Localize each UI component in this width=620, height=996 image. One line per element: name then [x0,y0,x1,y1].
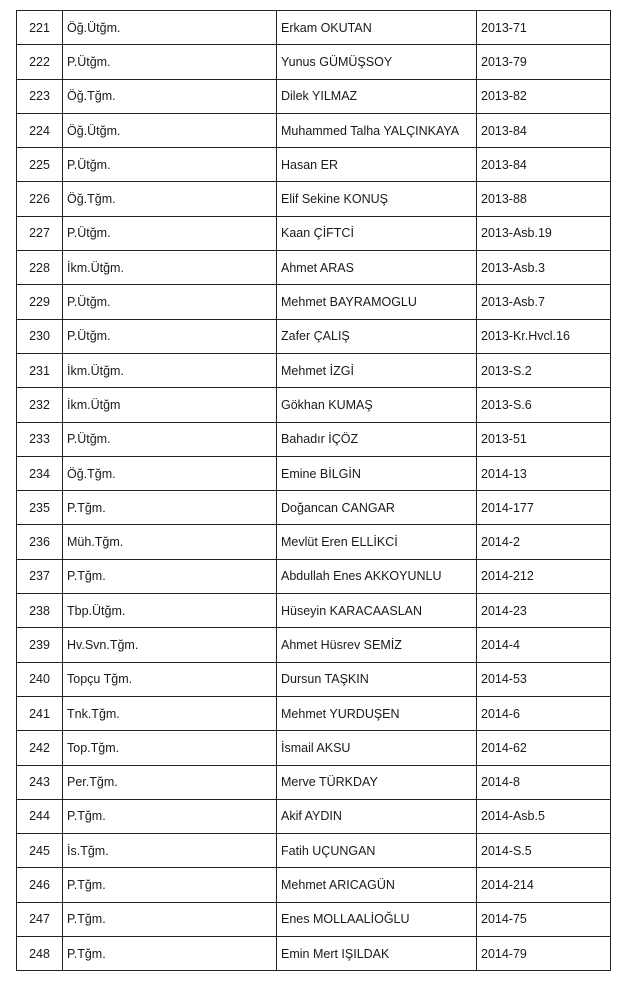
row-name: Merve TÜRKDAY [277,765,477,799]
table-row [17,868,611,902]
table-row [17,113,611,147]
row-code: 2014-S.5 [477,834,611,868]
table-row [17,491,611,525]
row-code: 2013-88 [477,182,611,216]
table-row [17,79,611,113]
row-name: Elif Sekine KONUŞ [277,182,477,216]
roster-table [16,10,611,971]
table-row [17,525,611,559]
row-name: Mehmet ARICAGÜN [277,868,477,902]
row-number: 235 [17,491,63,525]
table-row [17,731,611,765]
row-code: 2013-84 [477,113,611,147]
table-row [17,696,611,730]
row-code: 2014-212 [477,559,611,593]
row-code: 2013-Asb.7 [477,285,611,319]
row-number: 240 [17,662,63,696]
row-code: 2013-Kr.Hvcl.16 [477,319,611,353]
row-code: 2014-214 [477,868,611,902]
row-code: 2014-23 [477,594,611,628]
row-code: 2014-13 [477,456,611,490]
row-code: 2014-53 [477,662,611,696]
row-name: Ahmet Hüsrev SEMİZ [277,628,477,662]
row-name: Mehmet İZGİ [277,353,477,387]
row-number: 225 [17,148,63,182]
row-number: 222 [17,45,63,79]
row-number: 221 [17,11,63,45]
row-number: 224 [17,113,63,147]
table-row [17,45,611,79]
row-rank: Öğ.Ütğm. [63,11,277,45]
row-code: 2014-2 [477,525,611,559]
table-row [17,456,611,490]
row-name: Dursun TAŞKIN [277,662,477,696]
row-number: 244 [17,799,63,833]
row-name: Emine BİLGİN [277,456,477,490]
row-name: Dilek YILMAZ [277,79,477,113]
row-rank: İkm.Ütğm [63,388,277,422]
row-rank: P.Ütğm. [63,422,277,456]
row-rank: P.Tğm. [63,868,277,902]
row-number: 248 [17,937,63,971]
row-rank: İs.Tğm. [63,834,277,868]
table-row [17,628,611,662]
row-number: 226 [17,182,63,216]
row-number: 232 [17,388,63,422]
row-name: Hasan ER [277,148,477,182]
row-name: İsmail AKSU [277,731,477,765]
row-rank: P.Ütğm. [63,148,277,182]
row-name: Ahmet ARAS [277,251,477,285]
row-number: 223 [17,79,63,113]
table-row [17,182,611,216]
table-row [17,148,611,182]
row-code: 2014-62 [477,731,611,765]
table-row [17,765,611,799]
row-name: Yunus GÜMÜŞSOY [277,45,477,79]
row-name: Emin Mert IŞILDAK [277,937,477,971]
row-rank: P.Ütğm. [63,216,277,250]
row-code: 2013-79 [477,45,611,79]
row-number: 246 [17,868,63,902]
row-rank: Öğ.Tğm. [63,79,277,113]
row-number: 243 [17,765,63,799]
row-rank: Per.Tğm. [63,765,277,799]
row-code: 2013-Asb.19 [477,216,611,250]
table-row [17,11,611,45]
table-row [17,902,611,936]
row-code: 2014-8 [477,765,611,799]
row-name: Enes MOLLAALİOĞLU [277,902,477,936]
row-code: 2014-177 [477,491,611,525]
row-number: 242 [17,731,63,765]
row-name: Fatih UÇUNGAN [277,834,477,868]
row-rank: Öğ.Ütğm. [63,113,277,147]
row-number: 234 [17,456,63,490]
row-rank: P.Tğm. [63,937,277,971]
row-name: Mehmet BAYRAMOGLU [277,285,477,319]
row-code: 2013-S.6 [477,388,611,422]
row-number: 233 [17,422,63,456]
table-row [17,559,611,593]
row-name: Erkam OKUTAN [277,11,477,45]
table-row [17,834,611,868]
row-number: 229 [17,285,63,319]
row-rank: P.Ütğm. [63,45,277,79]
table-row [17,285,611,319]
row-code: 2013-82 [477,79,611,113]
row-name: Kaan ÇİFTCİ [277,216,477,250]
row-number: 231 [17,353,63,387]
row-name: Bahadır İÇÖZ [277,422,477,456]
row-rank: Öğ.Tğm. [63,456,277,490]
row-rank: P.Tğm. [63,559,277,593]
row-rank: İkm.Ütğm. [63,353,277,387]
row-rank: Tbp.Ütğm. [63,594,277,628]
table-row [17,353,611,387]
row-name: Mevlüt Eren ELLİKCİ [277,525,477,559]
row-name: Akif AYDIN [277,799,477,833]
row-name: Gökhan KUMAŞ [277,388,477,422]
row-rank: P.Tğm. [63,902,277,936]
row-code: 2013-84 [477,148,611,182]
row-rank: Top.Tğm. [63,731,277,765]
row-code: 2013-51 [477,422,611,456]
row-code: 2014-6 [477,696,611,730]
table-row [17,937,611,971]
row-rank: Öğ.Tğm. [63,182,277,216]
row-number: 245 [17,834,63,868]
row-rank: P.Tğm. [63,799,277,833]
row-code: 2014-75 [477,902,611,936]
row-rank: İkm.Ütğm. [63,251,277,285]
row-rank: Topçu Tğm. [63,662,277,696]
row-number: 230 [17,319,63,353]
row-rank: Hv.Svn.Tğm. [63,628,277,662]
row-code: 2014-4 [477,628,611,662]
row-rank: Müh.Tğm. [63,525,277,559]
row-rank: P.Ütğm. [63,285,277,319]
table-row [17,388,611,422]
row-name: Abdullah Enes AKKOYUNLU [277,559,477,593]
row-rank: P.Ütğm. [63,319,277,353]
row-code: 2013-Asb.3 [477,251,611,285]
row-name: Doğancan CANGAR [277,491,477,525]
table-row [17,319,611,353]
roster-body [17,11,611,971]
table-row [17,799,611,833]
table-row [17,594,611,628]
row-name: Zafer ÇALIŞ [277,319,477,353]
row-name: Mehmet YURDUŞEN [277,696,477,730]
row-code: 2014-Asb.5 [477,799,611,833]
table-row [17,422,611,456]
row-number: 247 [17,902,63,936]
roster-sheet [16,10,610,971]
table-row [17,216,611,250]
row-rank: P.Tğm. [63,491,277,525]
row-code: 2013-S.2 [477,353,611,387]
row-name: Muhammed Talha YALÇINKAYA [277,113,477,147]
row-number: 239 [17,628,63,662]
row-number: 237 [17,559,63,593]
row-number: 228 [17,251,63,285]
row-number: 241 [17,696,63,730]
row-rank: Tnk.Tğm. [63,696,277,730]
table-row [17,251,611,285]
row-code: 2013-71 [477,11,611,45]
row-number: 227 [17,216,63,250]
row-number: 238 [17,594,63,628]
row-name: Hüseyin KARACAASLAN [277,594,477,628]
row-number: 236 [17,525,63,559]
row-code: 2014-79 [477,937,611,971]
table-row [17,662,611,696]
